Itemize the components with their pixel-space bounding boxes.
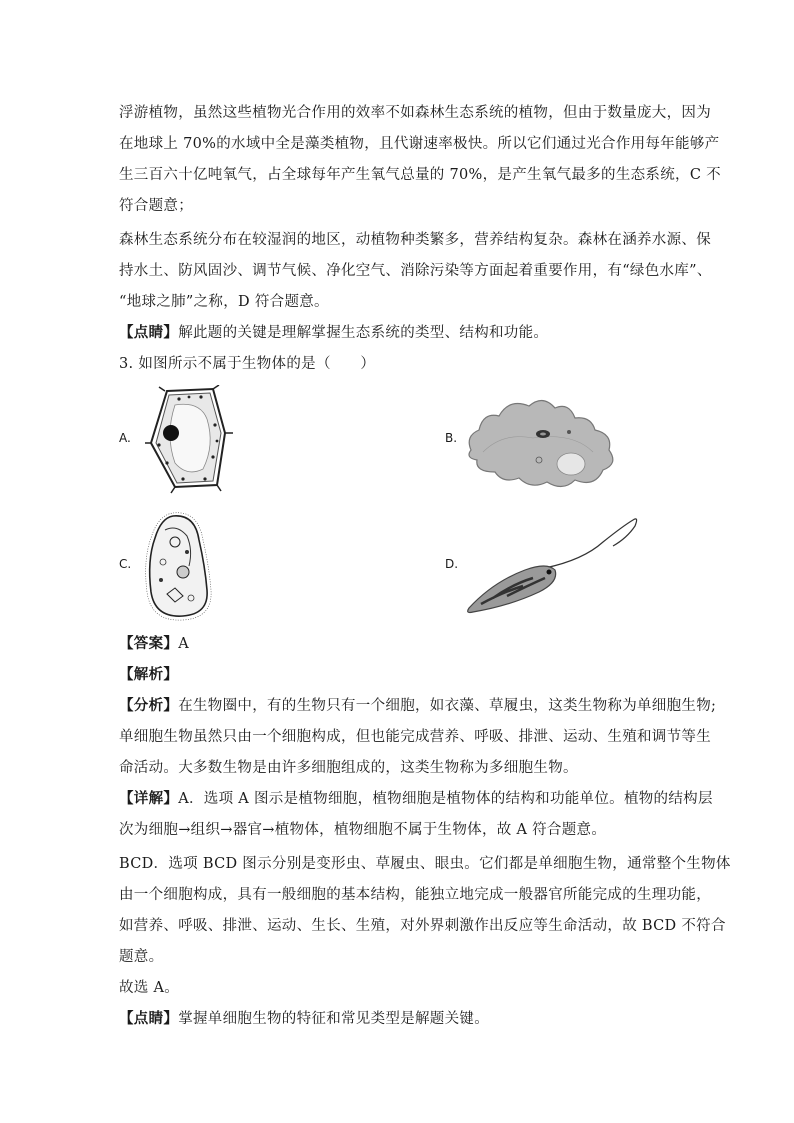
bcd-line-3: 如营养、呼吸、排泄、运动、生长、生殖，对外界刺激作出反应等生命活动，故 BCD 不符合: [119, 918, 726, 934]
text-line-5: 森林生态系统分布在较湿润的地区，动植物种类繁多，营养结构复杂。森林在涵养水源、保: [119, 232, 711, 248]
answer-value: A: [178, 636, 189, 652]
text-line-4: 符合题意；: [119, 198, 193, 214]
option-a-label: A.: [119, 431, 131, 445]
text-line-3: 生三百六十亿吨氧气，占全球每年产生氧气总量的 70%，是产生氧气最多的生态系统，C 不: [119, 167, 721, 183]
fenxi-label: 【分析】: [119, 697, 179, 714]
fenxi-line-1: [119, 696, 717, 716]
xiangjie-text-1: A．选项 A 图示是植物细胞，植物细胞是植物体的结构和功能单位。植物的结构层: [178, 791, 713, 807]
bcd-line-1: BCD．选项 BCD 图示分别是变形虫、草履虫、眼虫。它们都是单细胞生物，通常整个生物体: [119, 856, 731, 872]
option-c-label: C.: [119, 557, 132, 571]
fenxi-line-3: 命活动。大多数生物是由许多细胞组成的，这类生物称为多细胞生物。: [119, 760, 578, 776]
plant-cell-figure: [145, 385, 235, 495]
option-d-label: D.: [445, 557, 459, 571]
option-b-label: B.: [445, 431, 458, 445]
text-line-1: 浮游植物，虽然这些植物光合作用的效率不如森林生态系统的植物，但由于数量庞大，因为: [119, 105, 711, 121]
tip-1: [119, 323, 679, 343]
question-3: 3. 如图所示不属于生物体的是（ ）: [119, 356, 376, 372]
xiangjie-label: 【详解】: [119, 790, 179, 807]
xiangjie-line-1: [119, 789, 713, 809]
text-line-7: “地球之肺”之称，D 符合题意。: [119, 294, 329, 310]
tip-2-label: 【点睛】: [119, 1010, 179, 1027]
xiangjie-line-2: 次为细胞→组织→器官→植物体，植物细胞不属于生物体，故 A 符合题意。: [119, 822, 607, 838]
analysis-heading: 【解析】: [119, 666, 179, 683]
bcd-line-2: 由一个细胞构成，具有一般细胞的基本结构，能独立地完成一般器官所能完成的生理功能，: [119, 887, 711, 903]
choose-line: 故选 A。: [119, 980, 180, 996]
tip-2: [119, 1009, 679, 1029]
fenxi-text-1: 在生物圈中，有的生物只有一个细胞，如衣藻、草履虫，这类生物称为单细胞生物;: [178, 698, 717, 714]
text-line-2: 在地球上 70%的水域中全是藻类植物，且代谢速率极快。所以它们通过光合作用每年能够产: [119, 136, 720, 152]
answer-label: 【答案】: [119, 635, 179, 652]
tip-2-text: 掌握单细胞生物的特征和常见类型是解题关键。: [178, 1011, 490, 1027]
answer: [119, 634, 679, 654]
fenxi-line-2: 单细胞生物虽然只由一个细胞构成，但也能完成营养、呼吸、排泄、运动、生殖和调节等生: [119, 729, 711, 745]
tip-1-label: 【点睛】: [119, 324, 179, 341]
amoeba-figure: [463, 392, 623, 492]
text-line-6: 持水土、防风固沙、调节气候、净化空气、消除污染等方面起着重要作用，有“绿色水库”、: [119, 263, 712, 279]
bcd-line-4: 题意。: [119, 949, 164, 965]
euglena-figure: [463, 512, 643, 618]
tip-1-text: 解此题的关键是理解掌握生态系统的类型、结构和功能。: [178, 325, 549, 341]
paramecium-figure: [143, 510, 213, 622]
